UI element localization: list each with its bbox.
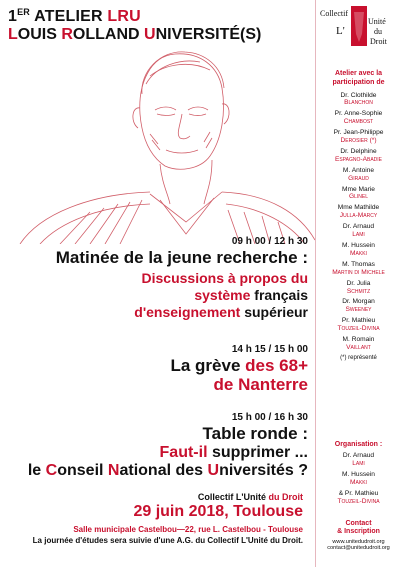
person-first: & Pr. Mathieu (338, 489, 379, 497)
footer-date: 29 juin 2018, Toulouse (133, 503, 303, 520)
represente-note: (*) représenté (340, 354, 377, 361)
person-last: Sweeney (345, 306, 372, 314)
footer-organizer (0, 492, 315, 502)
email-link[interactable]: contact@unitedudroit.org (327, 545, 390, 552)
person-entry (316, 110, 400, 126)
person-entry (316, 129, 400, 145)
footer-place: Salle municipale Castelbou—22, rue L. Castelbou - Toulouse (73, 525, 303, 534)
session-1-sub-line-1: Discussions à propos du (141, 270, 308, 286)
session-3-u: U (207, 462, 220, 480)
title-initial-r: R (61, 25, 73, 43)
logo-du: du (374, 27, 382, 36)
person-first: M. Antoine (342, 166, 375, 174)
session-2-des-68: des 68+ (245, 356, 308, 375)
person-last: Touzeil-Divina (337, 497, 380, 505)
session-1-sub-superieur: supérieur (244, 303, 308, 320)
session-3-niversites: niversités ? (219, 462, 308, 480)
person-entry (316, 471, 400, 487)
session-3-c: C (45, 462, 58, 480)
person-first: Mme Mathilde (337, 204, 380, 212)
person-last: Derosier (*) (340, 137, 377, 145)
session-3-faut-il: Faut-il (159, 444, 212, 461)
title-lru: LRU (107, 8, 141, 25)
person-first: Pr. Mathieu (341, 317, 376, 325)
person-last: Blanchon (344, 99, 373, 107)
title-olland: OLLAND (72, 25, 145, 43)
organisation-heading: Organisation : (334, 441, 383, 448)
person-first: M. Hussein (342, 242, 375, 249)
session-1-sub-francais: français (254, 286, 308, 303)
participants-items (316, 92, 400, 352)
person-last: Vaillant (346, 343, 371, 351)
poster-title (8, 8, 261, 44)
contact-block (316, 520, 400, 552)
footer-org-collectif: Collectif L'Unité (197, 492, 269, 502)
session-3-subtitle (28, 444, 308, 481)
person-entry (316, 242, 400, 258)
person-last: Martin di Michele (332, 268, 385, 276)
title-atelier: ATELIER (30, 8, 108, 25)
session-2-de-nanterre: de Nanterre (213, 375, 308, 395)
title-initial-u: U (144, 25, 156, 43)
person-entry (316, 336, 400, 352)
organisation-items (316, 452, 400, 505)
person-entry (316, 148, 400, 164)
person-first: Dr. Arnaud (342, 452, 375, 459)
logo-l: L' (336, 25, 345, 37)
collectif-logo (318, 4, 400, 60)
person-last: Schmitz (346, 287, 371, 295)
person-entry (316, 204, 400, 220)
right-column (315, 0, 400, 567)
session-1-sub-enseignement: d'enseignement (134, 303, 245, 320)
title-number: 1 (8, 8, 18, 25)
person-last: Lami (352, 231, 365, 239)
logo-droit: Droit (370, 37, 387, 46)
person-first: Dr. Morgan (342, 298, 375, 306)
session-3-line-3 (28, 462, 308, 480)
contact-title: Contact (345, 520, 372, 527)
session-1-subtitle (134, 270, 308, 320)
participants-heading: Atelier avec la participation de (332, 70, 385, 86)
person-entry (316, 167, 400, 183)
portrait-sketch (0, 44, 315, 244)
session-3-n: N (107, 462, 120, 480)
session-1-title: Matinée de la jeune recherche : (55, 248, 308, 267)
person-entry (316, 186, 400, 202)
person-first: Mme Marie (342, 185, 375, 193)
session-3-onseil: onseil (57, 462, 108, 480)
person-last: Giraud (348, 174, 369, 182)
person-last: Chambost (343, 118, 374, 126)
person-entry (316, 92, 400, 108)
session-3-supprimer: supprimer ... (211, 444, 308, 461)
session-3-ational: ational des (119, 462, 208, 480)
title-universites: NIVERSITÉ(S) (155, 25, 262, 43)
person-last: Julla-Marcy (339, 212, 378, 220)
session-3-time: 15 h 00 / 16 h 30 (231, 412, 308, 423)
session-1-sub-line-2 (134, 287, 308, 304)
session-2-title (170, 356, 308, 394)
session-2-la-greve: La grève (170, 356, 246, 375)
session-3-title: Table ronde : (202, 424, 308, 443)
title-ouis: OUIS (17, 25, 62, 43)
person-last: Lami (352, 459, 365, 467)
person-last: Touzeil-Divina (337, 325, 380, 333)
person-entry (316, 317, 400, 333)
title-sup: ER (17, 7, 31, 17)
person-first: M. Thomas (342, 260, 375, 268)
logo-collectif: Collectif (320, 9, 348, 18)
person-first: Dr. Clothilde (340, 91, 377, 99)
title-line-2 (8, 27, 261, 44)
person-first: Pr. Anne-Sophie (334, 110, 383, 118)
title-line-1 (8, 8, 261, 26)
person-last: Makki (350, 249, 367, 257)
person-first: Dr. Delphine (340, 147, 377, 155)
session-1-sub-systeme: système (194, 286, 255, 303)
person-first: Dr. Arnaud (342, 223, 375, 231)
logo-unite: Unité (368, 17, 386, 26)
person-first: M. Hussein (342, 470, 375, 478)
session-2-line-1 (170, 356, 308, 375)
session-2-time: 14 h 15 / 15 h 00 (231, 344, 308, 355)
person-last: Glinel (348, 193, 369, 201)
person-last: Espagno-Abadie (334, 155, 383, 163)
footer-org-du-droit: du Droit (268, 492, 303, 502)
participants-list (316, 70, 400, 361)
person-first: Dr. Julia (346, 279, 371, 287)
person-first: M. Romain (342, 336, 375, 344)
person-last: Makki (350, 478, 367, 486)
person-entry (316, 490, 400, 506)
session-1-sub-line-3 (134, 304, 308, 321)
organisation-list (316, 441, 400, 508)
footer-follow-note: La journée d'études sera suivie d'une A.G. du Collectif L'Unité du Droit. (32, 536, 303, 545)
person-entry (316, 261, 400, 277)
title-initial-l: L (8, 25, 18, 43)
person-entry (316, 298, 400, 314)
person-first: Pr. Jean-Philippe (333, 129, 384, 137)
website-link[interactable]: www.unitedudroit.org (332, 538, 385, 545)
inscription-title: & Inscription (337, 528, 380, 536)
session-1-time: 09 h 00 / 12 h 30 (231, 236, 308, 247)
session-3-le: le (27, 462, 46, 480)
person-entry (316, 223, 400, 239)
person-entry (316, 452, 400, 468)
session-3-line-2 (28, 444, 308, 462)
person-entry (316, 280, 400, 296)
